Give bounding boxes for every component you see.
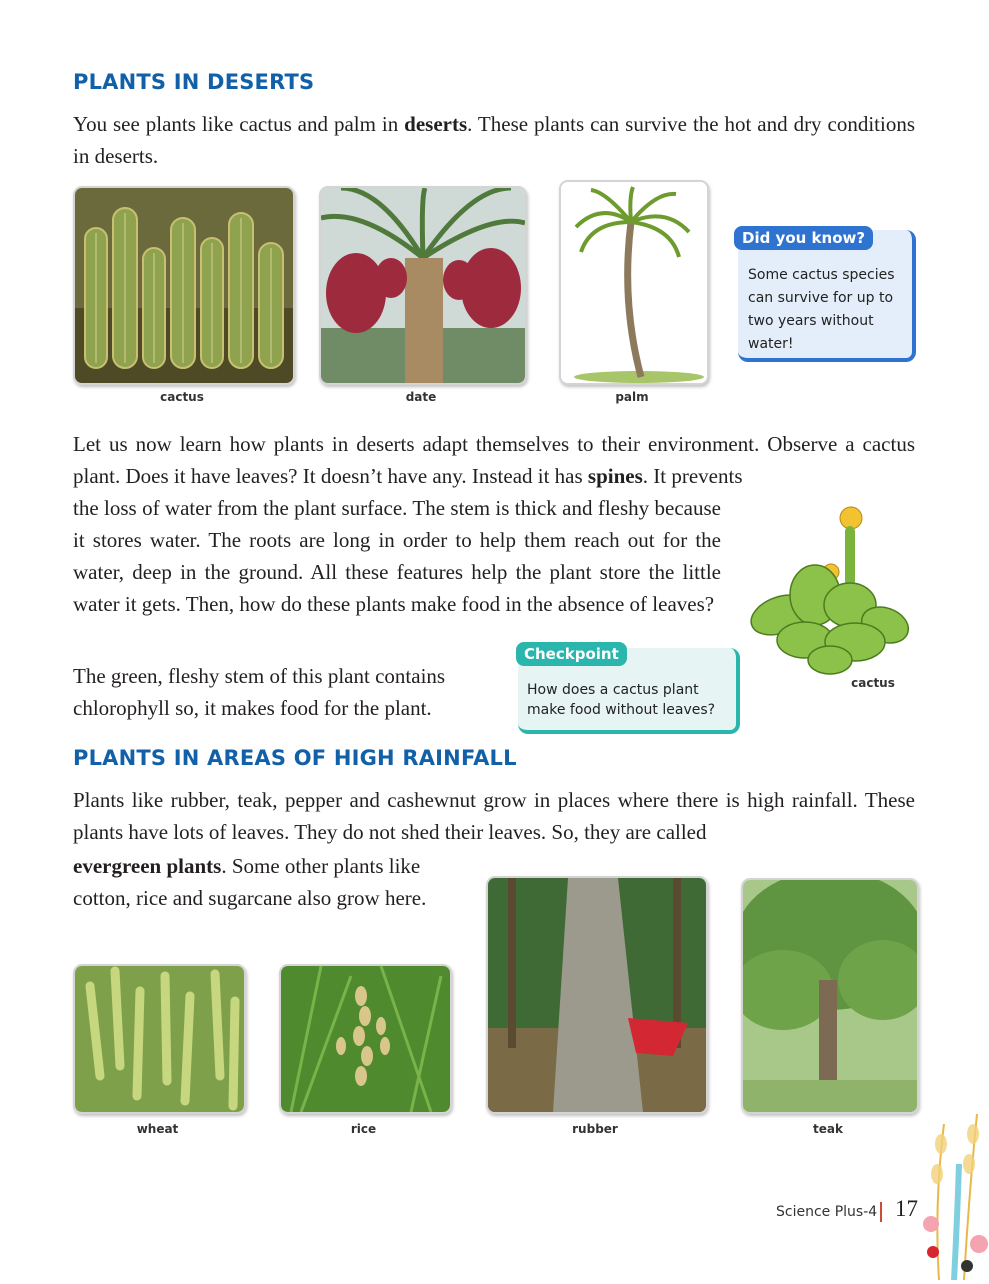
- cactus-illustration: [745, 500, 913, 690]
- caption-rubber: rubber: [572, 1122, 618, 1136]
- photo-palm: [559, 180, 709, 385]
- checkpoint-box: [518, 645, 740, 734]
- footer-divider: [880, 1202, 882, 1222]
- rainfall-body-1: Plants like rubber, teak, pepper and cashewnut grow in places where there is high rainfall. These plants have lots of leaves. They do not shed their leaves. So, they are called: [73, 788, 915, 844]
- term-evergreen-plants: evergreen plants: [73, 854, 222, 878]
- term-deserts: deserts: [404, 112, 468, 136]
- rainfall-body-2: evergreen plants. Some other plants like cotton, rice and sugarcane also grow here.: [73, 854, 427, 910]
- photo-date: [319, 186, 527, 385]
- deserts-intro: You see plants like cactus and palm in deserts. These plants can survive the hot and dry conditions in deserts.: [73, 112, 915, 168]
- checkpoint-title: Checkpoint: [516, 642, 627, 666]
- term-spines: spines: [587, 464, 643, 488]
- photo-rice: [279, 964, 452, 1114]
- photo-teak: [741, 878, 919, 1114]
- caption-wheat: wheat: [136, 1122, 179, 1136]
- did-you-know-text: Some cactus species can survive for up to two years without water!: [748, 267, 895, 352]
- checkpoint-text: How does a cactus plant make food without leaves?: [527, 682, 716, 718]
- deserts-body-1: Let us now learn how plants in deserts adapt themselves to their environment. Observe a cactus plant. Does it have leaves? It doesn’t have any. Instead it has spines. It prevents: [73, 432, 915, 488]
- page-number: 17: [895, 1196, 918, 1221]
- caption-date: date: [405, 390, 437, 404]
- caption-palm: palm: [615, 390, 649, 404]
- photo-wheat: [73, 964, 246, 1114]
- photo-cactus: [73, 186, 295, 385]
- footer-book-title: Science Plus-4: [776, 1204, 878, 1220]
- did-you-know-box: [738, 230, 916, 362]
- deserts-body-2: the loss of water from the plant surface. The stem is thick and fleshy because it stores water. The roots are long in order to help them reach out for the water, deep in the ground. All these features help the plant store the little water it gets. Then, how do these plants make food in the absence of leaves?: [73, 496, 721, 616]
- deserts-body-3: The green, fleshy stem of this plant contains chlorophyll so, it makes food for the plant.: [73, 664, 446, 720]
- caption-cactus-illustration: cactus: [851, 676, 895, 690]
- floral-decoration: [919, 1104, 989, 1280]
- photo-rubber: [486, 876, 708, 1114]
- section-heading-rainfall: PLANTS IN AREAS OF HIGH RAINFALL: [73, 746, 517, 770]
- did-you-know-title: Did you know?: [734, 226, 873, 250]
- caption-rice: rice: [350, 1122, 377, 1136]
- caption-teak: teak: [813, 1122, 843, 1136]
- section-heading-deserts: PLANTS IN DESERTS: [73, 70, 315, 94]
- caption-cactus: cactus: [160, 390, 204, 404]
